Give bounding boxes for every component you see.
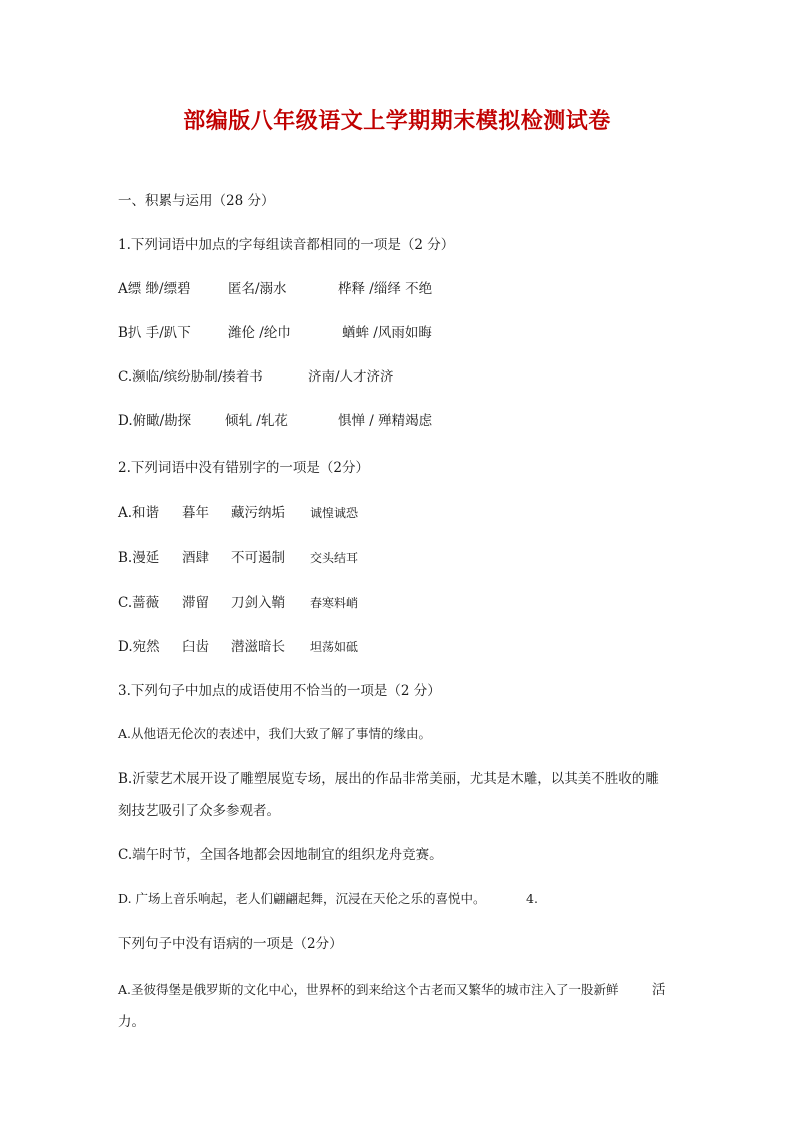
q2-option-b-1: B.漫延 bbox=[118, 550, 160, 566]
question-3-stem: 3.下列句子中加点的成语使用不恰当的一项是（2 分） bbox=[118, 683, 441, 699]
q2-option-d-2: 臼齿 bbox=[182, 639, 209, 655]
question-1-stem: 1.下列词语中加点的字每组读音都相同的一项是（2 分） bbox=[118, 237, 455, 253]
question-4-stem: 下列句子中没有语病的一项是（2分） bbox=[118, 936, 343, 952]
q1-option-d-3: 惧惮 / 殚精竭虑 bbox=[338, 413, 433, 429]
question-2-stem: 2.下列词语中没有错别字的一项是（2分） bbox=[118, 460, 369, 476]
q3-option-b-line2: 刻技艺吸引了众多参观者。 bbox=[118, 803, 280, 819]
q2-option-c-3: 刀剑入鞘 bbox=[231, 595, 285, 611]
q2-option-a-3: 藏污纳垢 bbox=[231, 505, 285, 521]
q4-option-a-line1: A.圣彼得堡是俄罗斯的文化中心，世界杯的到来给这个古老而又繁华的城市注入了一股新鲜 bbox=[118, 982, 619, 997]
q2-option-a-2: 暮年 bbox=[182, 505, 209, 521]
q2-option-d-1: D.宛然 bbox=[118, 639, 160, 655]
q1-option-a-2: 匿名/溺水 bbox=[228, 281, 287, 297]
q4-option-a-line2: 力。 bbox=[118, 1014, 145, 1030]
q3-option-a: A.从他语无伦次的表述中，我们大致了解了事情的缘由。 bbox=[118, 726, 432, 741]
q1-option-d-2: 倾轧 /轧花 bbox=[225, 413, 288, 429]
q1-option-a-1: A缥 缈/缥碧 bbox=[118, 281, 191, 297]
q2-option-c-4: 春寒料峭 bbox=[310, 596, 359, 610]
q3-option-b-line1: B.沂蒙艺术展开设了雕塑展览专场，展出的作品非常美丽，尤其是木雕，以其美不胜收的雕 bbox=[118, 771, 659, 787]
q3-option-d: D. 广场上音乐响起，老人们翩翩起舞，沉浸在天伦之乐的喜悦中。 bbox=[118, 891, 486, 906]
q2-option-b-2: 酒肆 bbox=[182, 550, 209, 566]
q1-option-c-2: 济南/人才济济 bbox=[308, 369, 394, 385]
q2-option-d-3: 潜滋暗长 bbox=[231, 639, 285, 655]
q1-option-b-1: B扒 手/趴下 bbox=[118, 325, 191, 341]
q2-option-b-3: 不可遏制 bbox=[231, 550, 285, 566]
q2-option-d-4: 坦荡如砥 bbox=[310, 640, 359, 654]
q4-option-a-line1-tail: 活 bbox=[652, 982, 666, 998]
q3-option-c: C.端午时节，全国各地都会因地制宜的组织龙舟竞赛。 bbox=[118, 847, 443, 863]
q1-option-b-2: 潍伦 /纶巾 bbox=[228, 325, 291, 341]
q1-option-a-3: 桦释 /缁绎 不绝 bbox=[338, 281, 433, 297]
q1-option-b-3: 蝤蛑 /风雨如晦 bbox=[342, 325, 432, 341]
q2-option-c-2: 滞留 bbox=[182, 595, 209, 611]
q2-option-a-1: A.和谐 bbox=[118, 505, 160, 521]
q1-option-d-1: D.俯瞰/勘探 bbox=[118, 413, 192, 429]
q2-option-b-4: 交头结耳 bbox=[310, 551, 359, 565]
q1-option-c-1: C.濒临/缤纷胁制/揍着书 bbox=[118, 369, 263, 385]
q2-option-c-1: C.蔷薇 bbox=[118, 595, 160, 611]
q2-option-a-4: 诚惶诚恐 bbox=[310, 506, 359, 520]
section-heading: 一、积累与运用（28 分） bbox=[118, 193, 275, 209]
page-title: 部编版八年级语文上学期期末模拟检测试卷 bbox=[183, 109, 611, 134]
q4-number: 4. bbox=[526, 891, 538, 906]
